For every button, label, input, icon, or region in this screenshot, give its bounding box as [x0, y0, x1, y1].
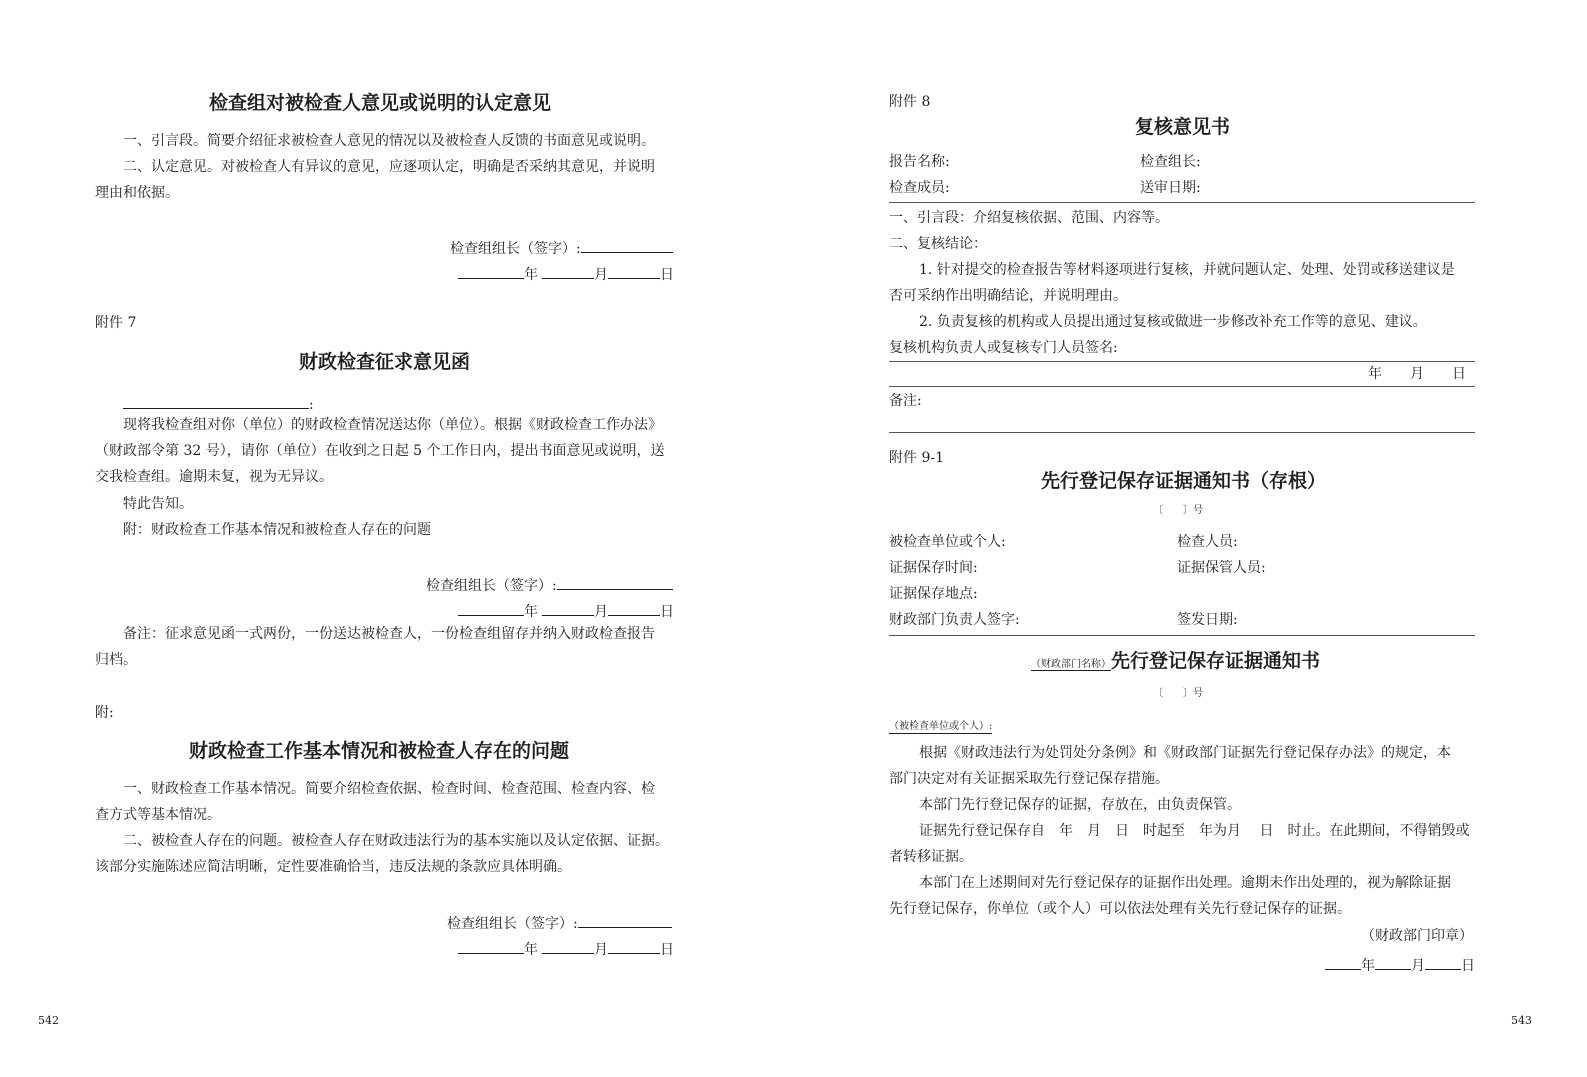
paragraph: 二、被检查人存在的问题。被检查人存在财政违法行为的基本实施以及认定依据、证据。	[123, 833, 669, 849]
paragraph: 二、复核结论：	[889, 236, 987, 252]
month-blank	[542, 601, 594, 616]
attachment-label: 附件 9-1	[889, 450, 944, 466]
doc-title-letter: 财政检查征求意见函	[299, 351, 471, 373]
month-label: 月	[594, 267, 608, 283]
year-label: 年	[524, 267, 538, 283]
addressee-placeholder: （被检查单位或个人）:	[889, 721, 993, 732]
field-members: 检查成员:	[889, 180, 950, 196]
note-paragraph: 备注：征求意见函一式两份，一份送达被检查人，一份检查组留存并纳入财政检查报告	[123, 626, 655, 642]
paragraph: （财政部令第 32 号），请你（单位）在收到之日起 5 个工作日内，提出书面意见或说明，送	[95, 443, 665, 459]
day-blank	[608, 264, 660, 279]
signature-blank	[578, 913, 672, 928]
paragraph: 一、财政检查工作基本情况。简要介绍检查依据、检查时间、检查范围、检查内容、检	[123, 781, 655, 797]
field-inspector: 检查人员:	[1177, 534, 1238, 550]
attachment-label: 附:	[95, 705, 114, 721]
remarks-label: 备注:	[889, 393, 922, 409]
review-date: 年 月 日	[1368, 366, 1466, 382]
note-paragraph: 归档。	[95, 652, 137, 668]
signature-blank	[557, 575, 673, 590]
year-blank	[458, 264, 524, 279]
paragraph: 部门决定对有关证据采取先行登记保存措施。	[889, 771, 1169, 787]
year-label: 年	[524, 604, 538, 620]
doc-title-stub: 先行登记保存证据通知书（存根）	[1041, 470, 1327, 492]
signature-label: 检查组组长（签字）:	[426, 578, 557, 594]
colon: :	[309, 397, 314, 413]
divider	[889, 361, 1475, 362]
addressee-line	[123, 394, 314, 412]
paragraph: 附：财政检查工作基本情况和被检查人存在的问题	[123, 522, 431, 538]
doc-title-opinion: 检查组对被检查人意见或说明的认定意见	[209, 92, 552, 114]
paragraph: 交我检查组。逾期未复，视为无异议。	[95, 469, 333, 485]
paragraph: 一、引言段。简要介绍征求被检查人意见的情况以及被检查人反馈的书面意见或说明。	[123, 133, 655, 149]
day-label: 日	[1461, 958, 1475, 974]
addressee-blank	[123, 394, 309, 409]
date-line	[458, 264, 674, 282]
day-blank	[608, 601, 660, 616]
signature-label: 检查组组长（签字）:	[450, 241, 581, 257]
month-blank	[1375, 955, 1411, 970]
left-page	[0, 0, 793, 1077]
field-custodian: 证据保管人员:	[1177, 560, 1266, 576]
year-label: 年	[524, 942, 538, 958]
signature-label: 检查组组长（签字）:	[447, 916, 578, 932]
paragraph: 根据《财政违法行为处罚处分条例》和《财政部门证据先行登记保存办法》的规定，本	[919, 745, 1451, 761]
date-line	[458, 601, 674, 619]
seal-label: （财政部门印章）	[1361, 928, 1473, 944]
field-official-signature: 财政部门负责人签字:	[889, 612, 1020, 628]
field-send-date: 送审日期:	[1140, 180, 1201, 196]
month-label: 月	[594, 942, 608, 958]
paragraph: 否可采纳作出明确结论，并说明理由。	[889, 288, 1127, 304]
paragraph: 2. 负责复核的机构或人员提出通过复核或做进一步修改补充工作等的意见、建议。	[919, 314, 1427, 330]
department-name-placeholder: （财政部门名称）	[1031, 659, 1111, 670]
page-number: 543	[1511, 1014, 1532, 1027]
signature-line	[447, 913, 672, 931]
day-label: 日	[660, 604, 674, 620]
field-storage-location: 证据保存地点:	[889, 586, 978, 602]
doc-title-issues: 财政检查工作基本情况和被检查人存在的问题	[189, 740, 570, 762]
attachment-label: 附件 7	[95, 315, 137, 331]
reviewer-signature-label: 复核机构负责人或复核专门人员签名:	[889, 340, 1118, 356]
signature-line	[450, 238, 673, 256]
day-label: 日	[660, 942, 674, 958]
divider	[889, 635, 1475, 636]
paragraph: 者转移证据。	[889, 849, 973, 865]
attachment-label: 附件 8	[889, 94, 931, 110]
divider	[889, 432, 1475, 433]
doc-title-review: 复核意见书	[1135, 116, 1231, 138]
page-number: 542	[38, 1014, 59, 1027]
signature-line	[426, 575, 673, 593]
paragraph: 特此告知。	[123, 496, 193, 512]
date-line	[1325, 955, 1475, 973]
paragraph: 证据先行登记保存自 年 月 日 时起至 年为月 日 时止。在此期间，不得销毁或	[919, 823, 1470, 839]
paragraph: 该部分实施陈述应简洁明晰，定性要准确恰当，违反法规的条款应具体明确。	[95, 859, 571, 875]
field-report-name: 报告名称:	[889, 154, 950, 170]
paragraph: 1. 针对提交的检查报告等材料逐项进行复核，并就问题认定、处理、处罚或移送建议是	[919, 262, 1455, 278]
doc-title-notice	[1031, 652, 1320, 671]
signature-blank	[581, 238, 673, 253]
paragraph: 查方式等基本情况。	[95, 807, 221, 823]
divider	[889, 202, 1475, 203]
date-line	[458, 939, 674, 957]
right-page	[793, 0, 1587, 1077]
year-blank	[458, 939, 524, 954]
paragraph: 本部门先行登记保存的证据，存放在，由负责保管。	[919, 797, 1241, 813]
year-label: 年	[1361, 958, 1375, 974]
day-blank	[1425, 955, 1461, 970]
document-number: 〔 〕号	[1153, 688, 1203, 699]
day-label: 日	[660, 267, 674, 283]
field-leader: 检查组长:	[1140, 154, 1201, 170]
month-blank	[542, 939, 594, 954]
month-label: 月	[1411, 958, 1425, 974]
notice-title: 先行登记保存证据通知书	[1111, 650, 1321, 672]
paragraph: 二、认定意见。对被检查人有异议的意见，应逐项认定，明确是否采纳其意见，并说明	[123, 159, 655, 175]
paragraph: 现将我检查组对你（单位）的财政检查情况送达你（单位）。根据《财政检查工作办法》	[123, 417, 662, 433]
month-blank	[542, 264, 594, 279]
field-issue-date: 签发日期:	[1177, 612, 1238, 628]
field-inspected-party: 被检查单位或个人:	[889, 534, 1006, 550]
paragraph: 本部门在上述期间对先行登记保存的证据作出处理。逾期未作出处理的，视为解除证据	[919, 875, 1451, 891]
month-label: 月	[594, 604, 608, 620]
year-blank	[1325, 955, 1361, 970]
field-storage-time: 证据保存时间:	[889, 560, 978, 576]
day-blank	[608, 939, 660, 954]
year-blank	[458, 601, 524, 616]
paragraph: 先行登记保存，你单位（或个人）可以依法处理有关先行登记保存的证据。	[889, 901, 1351, 917]
paragraph: 一、引言段：介绍复核依据、范围、内容等。	[889, 210, 1169, 226]
divider	[889, 386, 1475, 387]
paragraph: 理由和依据。	[95, 185, 179, 201]
document-number: 〔 〕号	[1153, 505, 1203, 516]
